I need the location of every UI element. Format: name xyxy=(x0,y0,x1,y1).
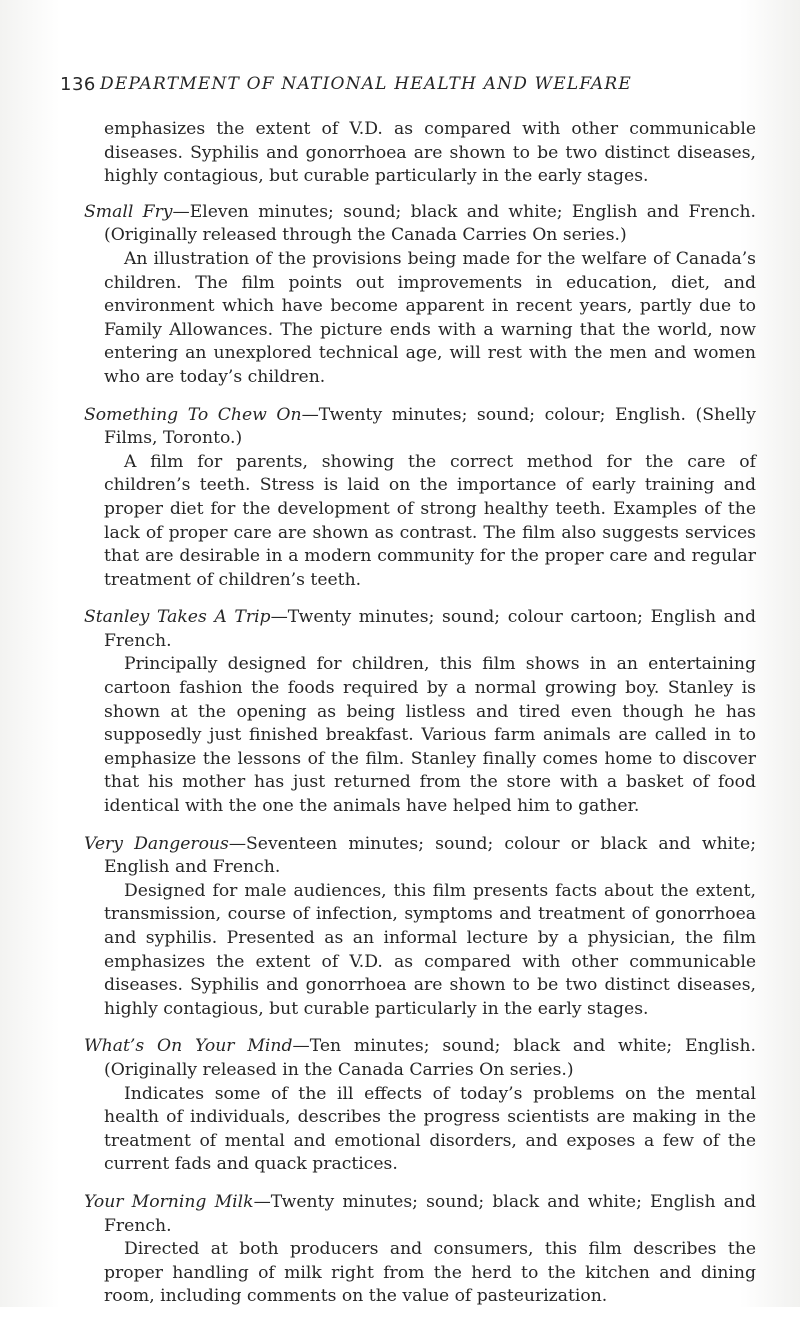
entry-heading xyxy=(84,1035,756,1082)
film-description: Indicates some of the ill effects of today’s problems on the mental health of individuals, describes the progress scientists are making in the treatment of mental and emotional disorders, and exposes a few of the current fads and quack practices. xyxy=(104,1083,756,1175)
running-title: DEPARTMENT OF NATIONAL HEALTH AND WELFARE xyxy=(100,74,633,94)
film-title: Small Fry xyxy=(84,201,173,222)
film-title: Your Morning Milk xyxy=(84,1191,254,1212)
film-details: —Twenty minutes; sound; colour cartoon; English and French. xyxy=(104,607,756,651)
film-title: Stanley Takes A Trip xyxy=(84,607,271,628)
film-description: A film for parents, showing the correct method for the care of children’s teeth. Stress is laid on the importance of early training and proper diet for the development of strong healthy teeth. Examples of the lack of proper care are shown as contrast. The film also suggests services that are desirable in a modern community for the proper care and regular treatment of children’s teeth. xyxy=(104,451,756,590)
film-entry-very-dangerous xyxy=(84,833,756,1022)
film-details: —Twenty minutes; sound; black and white; English and French. xyxy=(104,1191,756,1236)
entry-heading xyxy=(84,1191,756,1238)
film-description: Directed at both producers and consumers, this film describes the proper handling of milk right from the herd to the kitchen and dining room, including comments on the value of pasteurization. xyxy=(104,1239,756,1307)
page-number: 136 xyxy=(60,74,96,95)
film-details: —Ten minutes; sound; black and white; English. (Originally released in the Canada Carries On series.) xyxy=(104,1036,756,1080)
film-entry-whats-on-your-mind xyxy=(84,1035,756,1177)
film-title: Something To Chew On xyxy=(84,404,302,425)
page-content xyxy=(84,118,757,1323)
film-title: Very Dangerous xyxy=(84,833,229,854)
entry-heading xyxy=(84,606,756,653)
film-description: Principally designed for children, this film shows in an entertaining cartoon fashion the foods required by a normal growing boy. Stanley is shown at the opening as being listless and tired even though he has supposedly just finished breakfast. Various farm animals are called in to emphasize the lessons of the film. Stanley finally comes home to discover that his mother has just returned from the store with a basket of food identical with the one the animals have helped him to gather. xyxy=(104,654,756,817)
film-description: An illustration of the provisions being made for the welfare of Canada’s children. The film points out improvements in education, diet, and environment which have become apparent in recent years, partly due to Family Allowances. The picture ends with a warning that the world, now entering an unexplored technical age, will rest with the men and women who are today’s children. xyxy=(104,248,756,387)
entry-heading xyxy=(84,404,756,451)
film-entry-stanley-takes-a-trip xyxy=(84,606,756,818)
entry-heading xyxy=(84,833,756,880)
running-head xyxy=(60,74,750,104)
film-description: Designed for male audiences, this film presents facts about the extent, transmission, course of infection, symptoms and treatment of gonorrhoea and syphilis. Presented as an informal lecture by a physician, the film emphasizes the extent of V.D. as compared with other communicable diseases. Syphilis and gonorrhoea are shown to be two distinct diseases, highly contagious, but curable particularly in the early stages. xyxy=(104,880,756,1019)
entry-heading xyxy=(84,201,756,248)
intro-paragraph: emphasizes the extent of V.D. as compared with other communicable diseases. Syphilis and gonorrhoea are shown to be two distinct diseases, highly contagious, but curable particularly in the early stages. xyxy=(104,119,756,187)
film-details: —Seventeen minutes; sound; colour or black and white; English and French. xyxy=(104,833,757,878)
film-details: —Twenty minutes; sound; colour; English. (Shelly Films, Toronto.) xyxy=(104,404,756,449)
film-details: —Eleven minutes; sound; black and white; English and French. (Originally released through the Canada Carries On series.) xyxy=(104,201,756,246)
film-title: What’s On Your Mind xyxy=(84,1036,293,1057)
film-entry-your-morning-milk xyxy=(84,1191,756,1309)
film-entry-small-fry xyxy=(84,201,756,390)
film-entry-something-to-chew-on xyxy=(84,404,756,593)
